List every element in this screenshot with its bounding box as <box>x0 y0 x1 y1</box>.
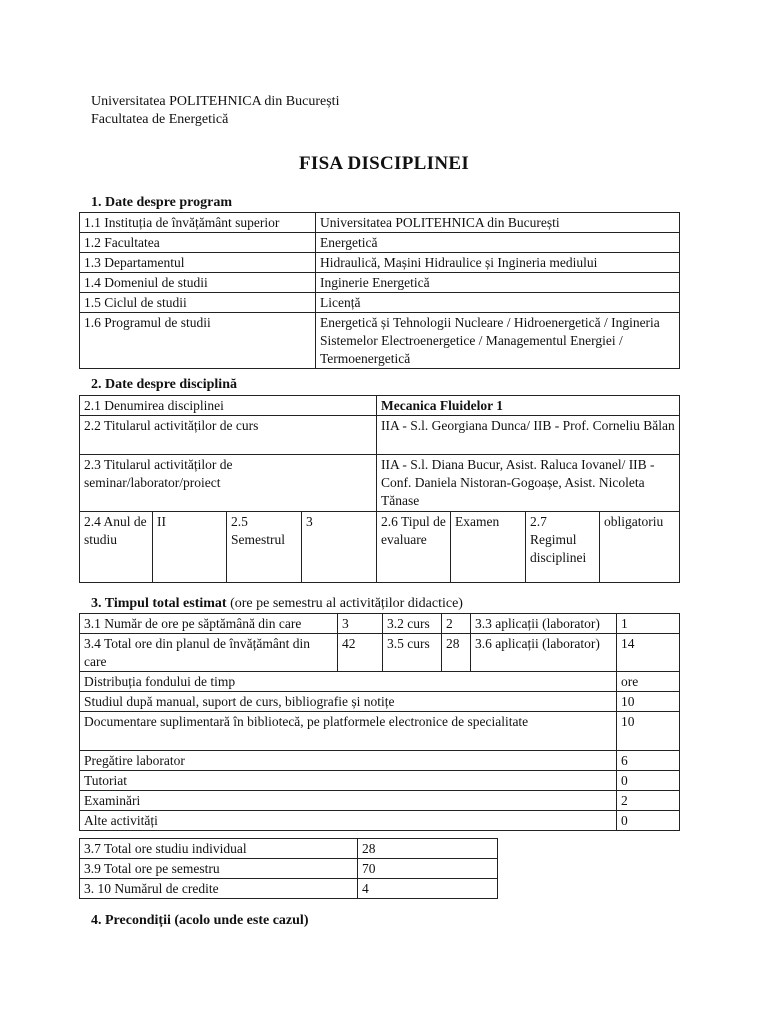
activity-label: Examinări <box>80 791 617 811</box>
program-label: 1.5 Ciclul de studii <box>80 293 316 313</box>
weekly-hours-label: 3.1 Număr de ore pe săptămână din care <box>80 614 338 634</box>
table-row <box>80 273 680 293</box>
table-row <box>80 771 680 791</box>
table-row <box>80 811 680 831</box>
table-row <box>80 253 680 273</box>
table-row <box>80 879 498 899</box>
total-course-label: 3.5 curs <box>383 634 442 672</box>
total-course-value: 28 <box>442 634 471 672</box>
regime-label: 2.7 Regimul disciplinei <box>526 512 600 583</box>
program-value: Licență <box>316 293 680 313</box>
table-row <box>80 712 680 751</box>
activity-value: 0 <box>617 811 680 831</box>
activity-label: Documentare suplimentară în bibliotecă, pe platformele electronice de specialitate <box>80 712 617 751</box>
section-3-heading: 3. Timpul total estimat (ore pe semestru al activităților didactice) <box>91 596 463 611</box>
activity-label: Alte activități <box>80 811 617 831</box>
total-lab-label: 3.6 aplicații (laborator) <box>471 634 617 672</box>
program-value: Hidraulică, Mașini Hidraulice și Ingineria mediului <box>316 253 680 273</box>
weekly-hours-value: 3 <box>338 614 383 634</box>
distribution-label: Distribuția fondului de timp <box>80 672 617 692</box>
total-value: 70 <box>358 859 498 879</box>
time-table <box>79 613 680 831</box>
activity-label: Pregătire laborator <box>80 751 617 771</box>
activity-label: Studiul după manual, suport de curs, bibliografie și notițe <box>80 692 617 712</box>
semester-label: 2.5 Semestrul <box>227 512 302 583</box>
table-row <box>80 512 680 583</box>
total-label: 3.9 Total ore pe semestru <box>80 859 358 879</box>
program-label: 1.3 Departamentul <box>80 253 316 273</box>
table-row <box>80 859 498 879</box>
semester-value: 3 <box>302 512 377 583</box>
faculty-name: Facultatea de Energetică <box>91 112 229 127</box>
total-lab-value: 14 <box>617 634 680 672</box>
program-value: Inginerie Energetică <box>316 273 680 293</box>
table-row <box>80 455 680 512</box>
activity-value: 2 <box>617 791 680 811</box>
program-value: Universitatea POLITEHNICA din București <box>316 213 680 233</box>
program-label: 1.4 Domeniul de studii <box>80 273 316 293</box>
section-2-heading: 2. Date despre disciplină <box>91 377 237 392</box>
discipline-table <box>79 395 680 583</box>
evaluation-label: 2.6 Tipul de evaluare <box>377 512 451 583</box>
program-table <box>79 212 680 369</box>
table-row <box>80 396 680 416</box>
year-value: II <box>153 512 227 583</box>
table-row <box>80 751 680 771</box>
document-header <box>91 93 339 129</box>
total-value: 4 <box>358 879 498 899</box>
weekly-course-value: 2 <box>442 614 471 634</box>
total-label: 3. 10 Numărul de credite <box>80 879 358 899</box>
program-label: 1.2 Facultatea <box>80 233 316 253</box>
activity-value: 10 <box>617 712 680 751</box>
year-label: 2.4 Anul de studiu <box>80 512 153 583</box>
section-4-heading: 4. Precondiții (acolo unde este cazul) <box>91 913 309 928</box>
activity-label: Tutoriat <box>80 771 617 791</box>
distribution-unit: ore <box>617 672 680 692</box>
program-value: Energetică și Tehnologii Nucleare / Hidroenergetică / Ingineria Sistemelor Electroenergetice / Managementul Energiei / Termoenergetică <box>316 313 680 369</box>
discipline-name-value: Mecanica Fluidelor 1 <box>377 396 680 416</box>
program-label: 1.1 Instituția de învățământ superior <box>80 213 316 233</box>
total-value: 28 <box>358 839 498 859</box>
discipline-name-label: 2.1 Denumirea disciplinei <box>80 396 377 416</box>
table-row <box>80 839 498 859</box>
activity-value: 10 <box>617 692 680 712</box>
table-row <box>80 614 680 634</box>
table-row <box>80 791 680 811</box>
activity-value: 0 <box>617 771 680 791</box>
weekly-course-label: 3.2 curs <box>383 614 442 634</box>
table-row <box>80 416 680 455</box>
weekly-lab-label: 3.3 aplicații (laborator) <box>471 614 617 634</box>
table-row <box>80 293 680 313</box>
evaluation-value: Examen <box>451 512 526 583</box>
table-row <box>80 692 680 712</box>
page-title: FISA DISCIPLINEI <box>298 153 470 174</box>
table-row <box>80 213 680 233</box>
course-holder-value: IIA - S.l. Georgiana Dunca/ IIB - Prof. Corneliu Bălan <box>377 416 680 455</box>
seminar-holder-value: IIA - S.l. Diana Bucur, Asist. Raluca Iovanel/ IIB - Conf. Daniela Nistoran-Gogoașe, Asist. Nicoleta Tănase <box>377 455 680 512</box>
program-value: Energetică <box>316 233 680 253</box>
total-hours-value: 42 <box>338 634 383 672</box>
weekly-lab-value: 1 <box>617 614 680 634</box>
table-row <box>80 634 680 672</box>
activity-value: 6 <box>617 751 680 771</box>
regime-value: obligatoriu <box>600 512 680 583</box>
program-label: 1.6 Programul de studii <box>80 313 316 369</box>
table-row <box>80 233 680 253</box>
table-row <box>80 313 680 369</box>
university-name: Universitatea POLITEHNICA din București <box>91 94 340 109</box>
totals-table <box>79 838 498 899</box>
section-1-heading: 1. Date despre program <box>91 195 233 210</box>
table-row <box>80 672 680 692</box>
course-holder-label: 2.2 Titularul activităților de curs <box>80 416 377 455</box>
seminar-holder-label: 2.3 Titularul activităților de seminar/laborator/proiect <box>80 455 377 512</box>
total-hours-label: 3.4 Total ore din planul de învățământ din care <box>80 634 338 672</box>
total-label: 3.7 Total ore studiu individual <box>80 839 358 859</box>
